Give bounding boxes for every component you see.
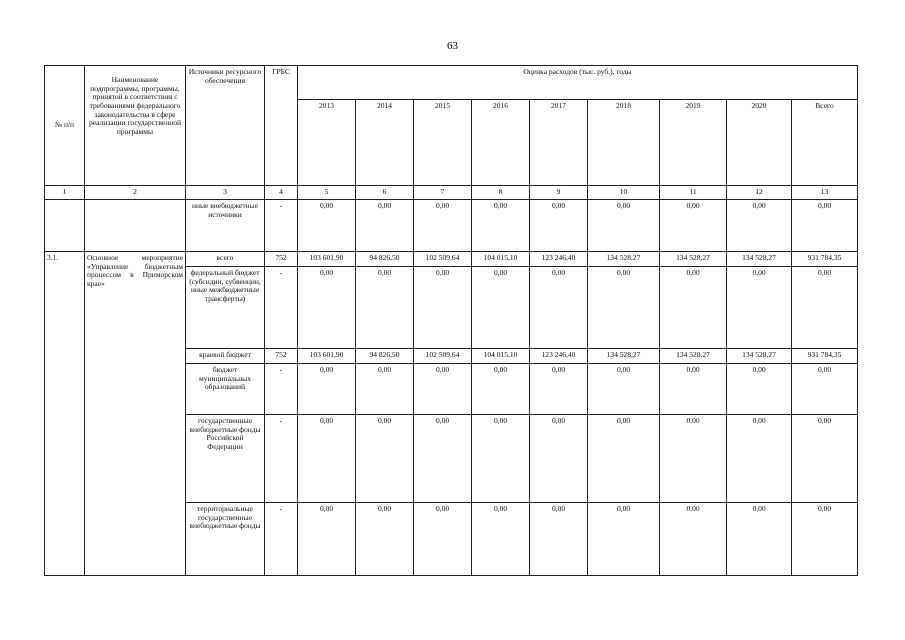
value-cell: 0,00	[414, 200, 472, 252]
value-cell: 0,00	[356, 267, 414, 349]
index-cell: 4	[265, 186, 298, 200]
value-cell: 103 601,90	[298, 349, 356, 364]
index-cell: 13	[792, 186, 858, 200]
index-cell: 9	[530, 186, 588, 200]
row-source: бюджет муниципальных образований	[186, 364, 265, 415]
value-cell: 123 246,40	[530, 349, 588, 364]
value-cell: 931 784,35	[792, 252, 858, 267]
value-cell: 0,00	[356, 415, 414, 503]
value-cell: 0,00	[472, 267, 530, 349]
year-2015: 2015	[414, 100, 472, 186]
value-cell: 0,00	[588, 267, 660, 349]
value-cell: 134 528,27	[727, 349, 792, 364]
row-grbs: -	[265, 200, 298, 252]
index-cell: 10	[588, 186, 660, 200]
row-grbs: -	[265, 415, 298, 503]
year-2020: 2020	[727, 100, 792, 186]
header-estimate: Оценка расходов (тыс. руб.), годы	[298, 66, 858, 100]
value-cell: 0,00	[727, 364, 792, 415]
header-grbs: ГРБС	[265, 66, 298, 186]
value-cell: 0,00	[530, 364, 588, 415]
index-cell: 7	[414, 186, 472, 200]
value-cell: 0,00	[414, 364, 472, 415]
value-cell: 134 528,27	[660, 252, 727, 267]
value-cell: 0,00	[472, 200, 530, 252]
year-2016: 2016	[472, 100, 530, 186]
header-sources: Источники ресурсного обеспечения	[186, 66, 265, 186]
row-source: краевой бюджет	[186, 349, 265, 364]
row-source: территориальные государственные внебюджетные фонды	[186, 503, 265, 576]
value-cell: 0,00	[472, 364, 530, 415]
value-cell: 0,00	[792, 364, 858, 415]
value-cell: 94 826,50	[356, 349, 414, 364]
index-cell: 1	[45, 186, 85, 200]
value-cell: 0,00	[588, 364, 660, 415]
year-total: Всего	[792, 100, 858, 186]
row-grbs: -	[265, 364, 298, 415]
index-cell: 3	[186, 186, 265, 200]
value-cell: 0,00	[298, 267, 356, 349]
row-grbs: -	[265, 503, 298, 576]
value-cell: 102 509,64	[414, 252, 472, 267]
value-cell: 0,00	[660, 267, 727, 349]
value-cell: 0,00	[414, 267, 472, 349]
value-cell: 0,00	[660, 200, 727, 252]
index-cell: 5	[298, 186, 356, 200]
value-cell: 104 015,10	[472, 349, 530, 364]
value-cell: 0,00	[414, 503, 472, 576]
value-cell: 0,00	[727, 267, 792, 349]
value-cell: 0,00	[472, 415, 530, 503]
row-grbs: 752	[265, 252, 298, 267]
value-cell: 0,00	[792, 415, 858, 503]
value-cell: 0,00	[298, 200, 356, 252]
value-cell: 0,00	[298, 415, 356, 503]
value-cell: 0,00	[588, 200, 660, 252]
value-cell: 134 528,27	[588, 252, 660, 267]
row-grbs: 752	[265, 349, 298, 364]
value-cell: 134 528,27	[588, 349, 660, 364]
value-cell: 0,00	[530, 415, 588, 503]
index-row	[45, 186, 858, 200]
row-num: 3.1.	[45, 252, 85, 576]
value-cell: 102 509,64	[414, 349, 472, 364]
row-source: всего	[186, 252, 265, 267]
table-row	[45, 200, 858, 252]
value-cell: 104 015,10	[472, 252, 530, 267]
row-source: иные внебюджетные источники	[186, 200, 265, 252]
value-cell: 0,00	[792, 200, 858, 252]
value-cell: 134 528,27	[660, 349, 727, 364]
value-cell: 0,00	[530, 503, 588, 576]
value-cell: 0,00	[727, 415, 792, 503]
header-num: № п/п	[45, 66, 85, 186]
index-cell: 8	[472, 186, 530, 200]
value-cell: 0,00	[298, 503, 356, 576]
value-cell: 0,00	[414, 415, 472, 503]
row-source: федеральный бюджет (субсидии, субвенции, иные межбюджетные трансферты)	[186, 267, 265, 349]
table-row	[45, 252, 858, 267]
row-num	[45, 200, 85, 252]
value-cell: 0,00	[356, 364, 414, 415]
header-row-1	[45, 66, 858, 100]
value-cell: 0,00	[298, 364, 356, 415]
value-cell: 0,00	[530, 267, 588, 349]
value-cell: 0,00	[588, 415, 660, 503]
year-2013: 2013	[298, 100, 356, 186]
value-cell: 0,00	[356, 503, 414, 576]
row-name	[85, 200, 186, 252]
index-cell: 12	[727, 186, 792, 200]
value-cell: 94 826,50	[356, 252, 414, 267]
year-2014: 2014	[356, 100, 414, 186]
year-2019: 2019	[660, 100, 727, 186]
value-cell: 0,00	[660, 364, 727, 415]
header-name: Наименование подпрограммы, программы, принятой в соответствии с требованиями федерального законодательства в сфере реализации государственной программы	[85, 66, 186, 186]
budget-table	[44, 65, 858, 576]
index-cell: 6	[356, 186, 414, 200]
value-cell: 0,00	[792, 267, 858, 349]
value-cell: 0,00	[660, 415, 727, 503]
index-cell: 2	[85, 186, 186, 200]
page-number: 63	[447, 40, 458, 52]
value-cell: 0,00	[588, 503, 660, 576]
value-cell: 134 528,27	[727, 252, 792, 267]
value-cell: 0,00	[792, 503, 858, 576]
value-cell: 931 784,35	[792, 349, 858, 364]
year-2017: 2017	[530, 100, 588, 186]
value-cell: 0,00	[660, 503, 727, 576]
value-cell: 0,00	[530, 200, 588, 252]
value-cell: 0,00	[727, 200, 792, 252]
value-cell: 0,00	[356, 200, 414, 252]
year-2018: 2018	[588, 100, 660, 186]
row-grbs: -	[265, 267, 298, 349]
value-cell: 123 246,40	[530, 252, 588, 267]
value-cell: 103 601,90	[298, 252, 356, 267]
row-source: государственные внебюджетные фонды Российской Федерации	[186, 415, 265, 503]
value-cell: 0,00	[727, 503, 792, 576]
index-cell: 11	[660, 186, 727, 200]
row-name: Основное мероприятие «Управление бюджетным процессом в Приморском крае»	[85, 252, 186, 576]
value-cell: 0,00	[472, 503, 530, 576]
